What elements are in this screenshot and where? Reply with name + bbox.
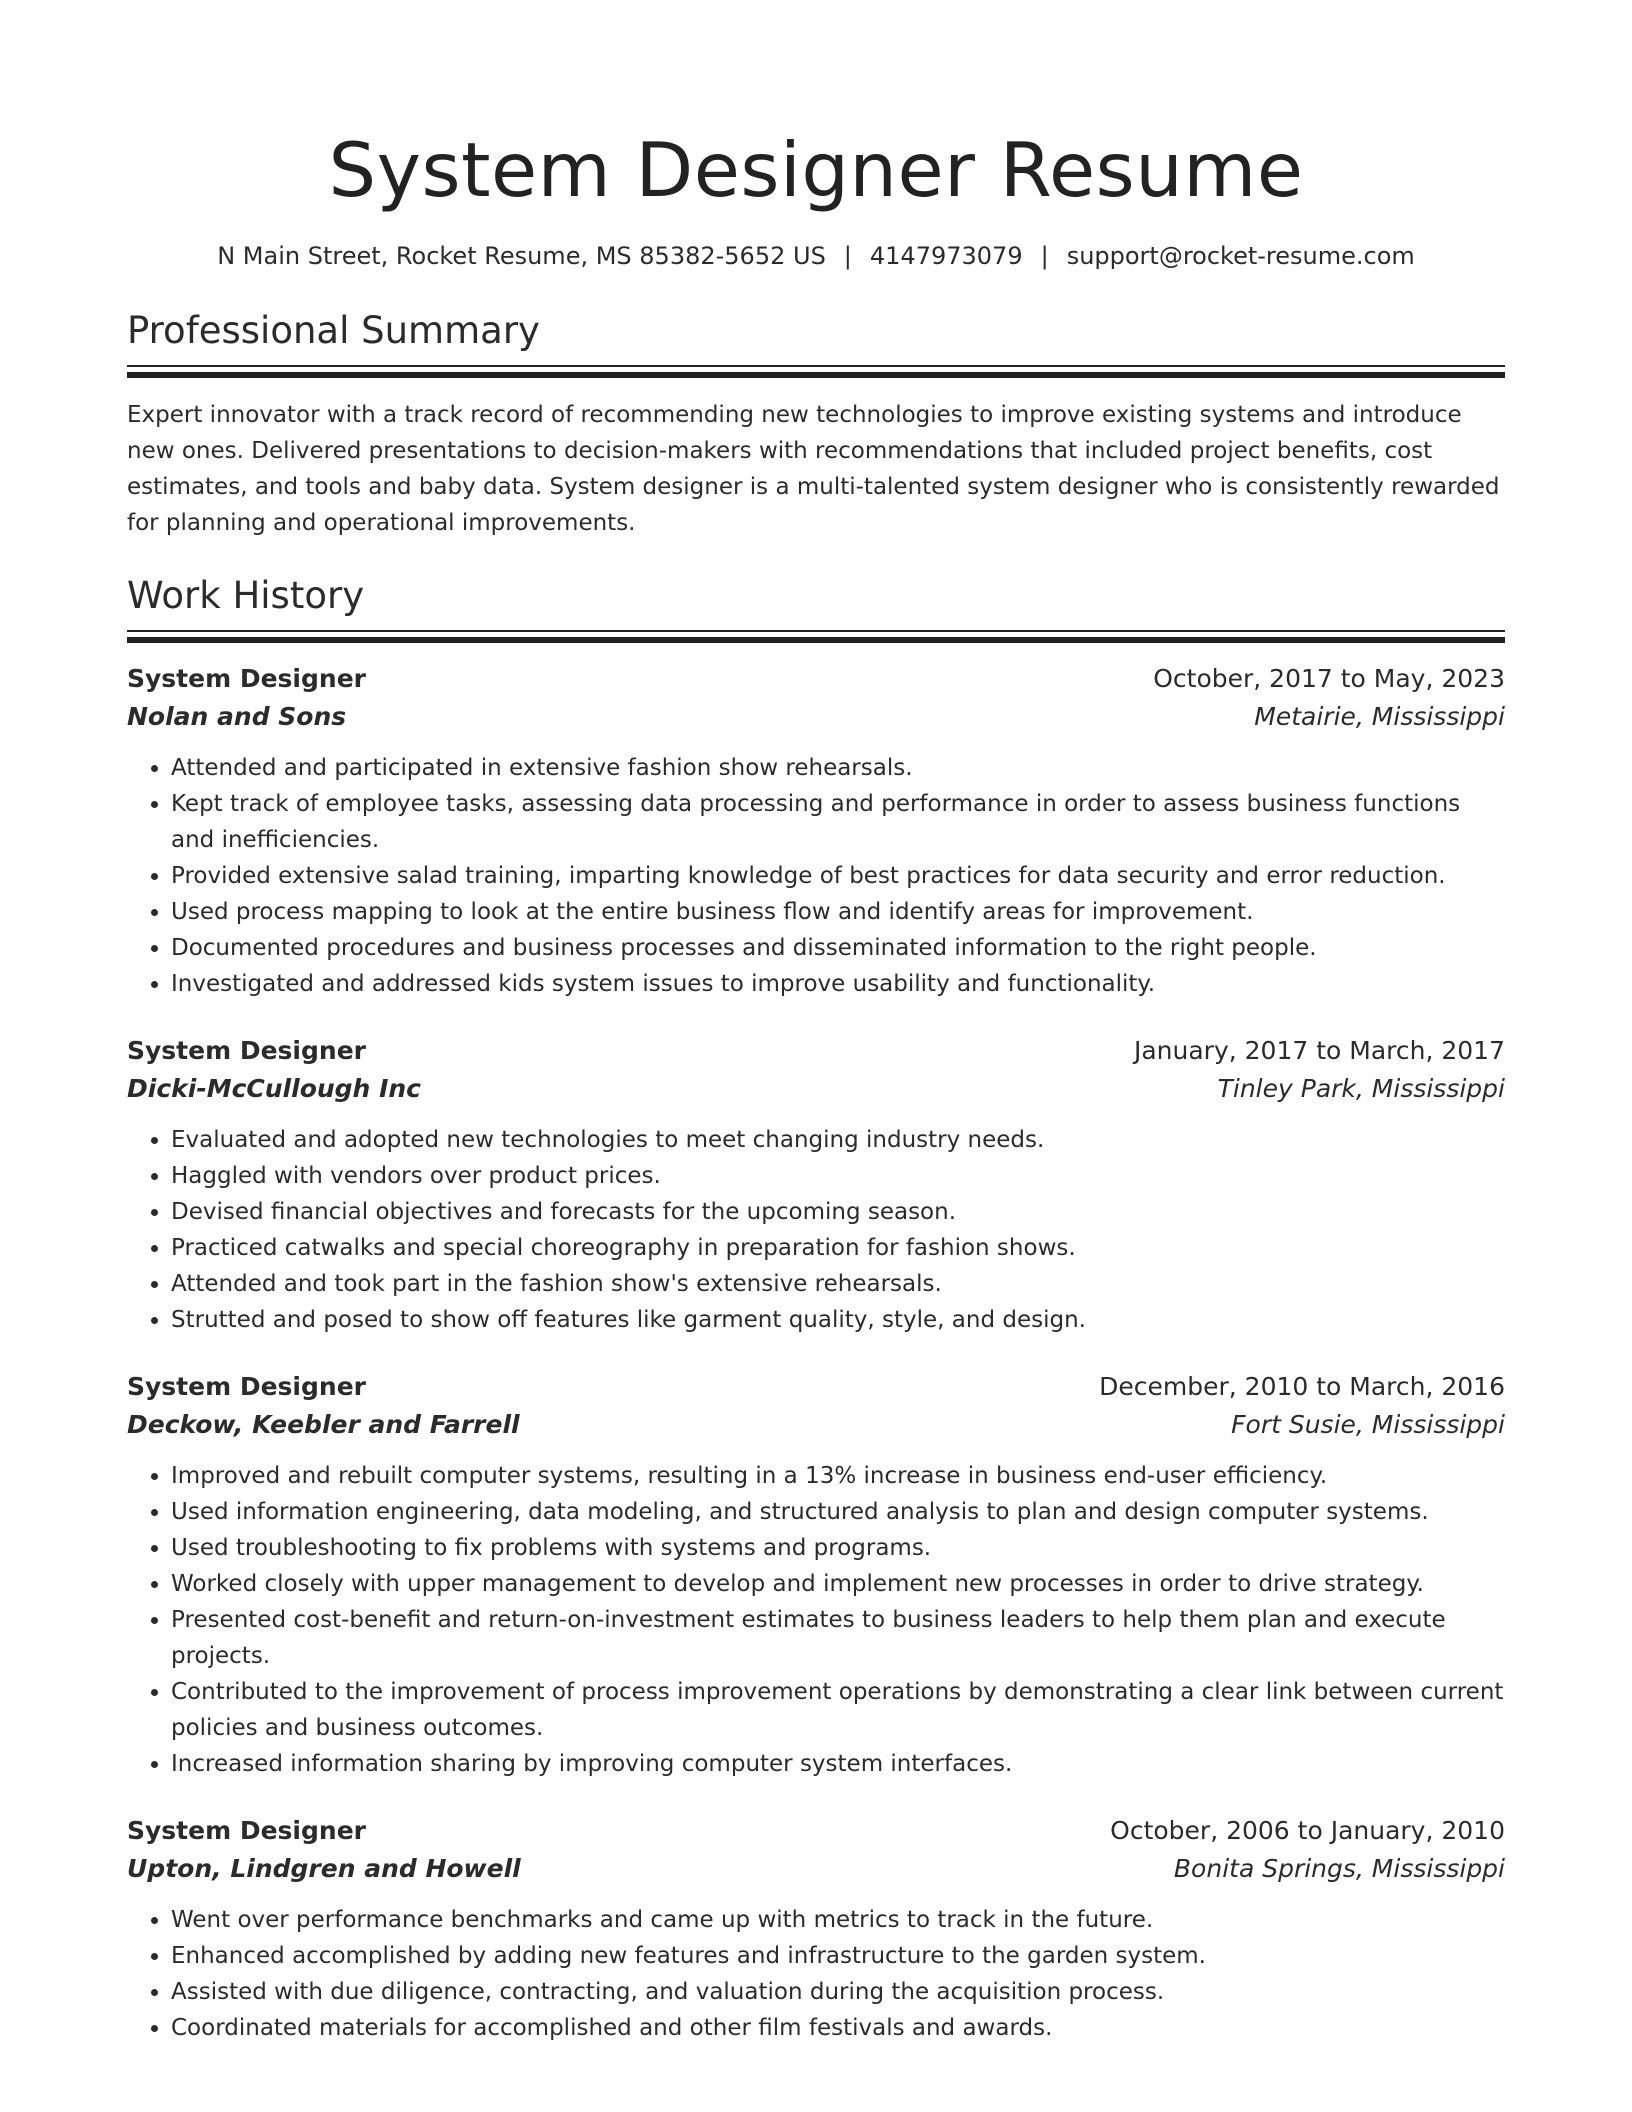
summary-text: Expert innovator with a track record of recommending new technologies to improve existing systems and introduce new ones. Delivered presentations to decision-makers with recommendations that included project benefits, cost estimates, and tools and baby data. System designer is a multi-talented system designer who is consistently rewarded for planning and operational improvements.	[127, 402, 1500, 536]
job-entry	[127, 660, 1505, 1002]
job-header	[127, 1368, 1505, 1406]
contact-separator: |	[1040, 242, 1049, 270]
job-dates: October, 2006 to January, 2010	[1110, 1816, 1505, 1845]
job-subheader	[127, 698, 1505, 736]
job-bullet-list	[127, 1458, 1505, 1782]
list-item: • Used process mapping to look at the entire business flow and identify areas for improvement.	[171, 894, 1505, 930]
list-item: • Improved and rebuilt computer systems, resulting in a 13% increase in business end-user efficiency.	[171, 1458, 1505, 1494]
job-title: System Designer	[127, 664, 366, 693]
list-item: • Increased information sharing by improving computer system interfaces.	[171, 1746, 1505, 1782]
contact-address: N Main Street, Rocket Resume, MS 85382-5652 US	[217, 242, 826, 270]
job-location: Bonita Springs, Mississippi	[1173, 1854, 1505, 1883]
list-item: • Evaluated and adopted new technologies to meet changing industry needs.	[171, 1122, 1505, 1158]
job-entry	[127, 1812, 1505, 2046]
job-entry	[127, 1368, 1505, 1782]
section-divider-thick	[127, 372, 1505, 378]
job-title: System Designer	[127, 1372, 366, 1401]
section-divider-thin	[127, 365, 1505, 367]
job-bullet-list	[127, 1122, 1505, 1338]
list-item: • Provided extensive salad training, imparting knowledge of best practices for data security and error reduction.	[171, 858, 1505, 894]
job-location: Metairie, Mississippi	[1254, 702, 1505, 731]
job-header	[127, 660, 1505, 698]
job-header	[127, 1812, 1505, 1850]
job-subheader	[127, 1850, 1505, 1888]
page-title: System Designer Resume	[328, 126, 1304, 214]
list-item: • Went over performance benchmarks and came up with metrics to track in the future.	[171, 1902, 1505, 1938]
section-heading-work: Work History	[127, 574, 365, 617]
list-item: • Contributed to the improvement of process improvement operations by demonstrating a clear link between current policies and business outcomes.	[171, 1674, 1505, 1746]
section-heading-summary: Professional Summary	[127, 309, 540, 352]
job-company: Deckow, Keebler and Farrell	[127, 1410, 520, 1439]
job-dates: December, 2010 to March, 2016	[1099, 1372, 1505, 1401]
job-subheader	[127, 1406, 1505, 1444]
contact-phone: 4147973079	[869, 242, 1023, 270]
contact-line	[127, 240, 1505, 272]
list-item: • Worked closely with upper management to develop and implement new processes in order to drive strategy.	[171, 1566, 1505, 1602]
job-company: Nolan and Sons	[127, 702, 347, 731]
work-history-section	[127, 573, 1505, 2046]
job-subheader	[127, 1070, 1505, 1108]
list-item: • Attended and participated in extensive fashion show rehearsals.	[171, 750, 1505, 786]
job-list	[127, 660, 1505, 2046]
list-item: • Strutted and posed to show off features like garment quality, style, and design.	[171, 1302, 1505, 1338]
list-item: • Devised financial objectives and forecasts for the upcoming season.	[171, 1194, 1505, 1230]
job-bullet-list	[127, 750, 1505, 1002]
job-header	[127, 1032, 1505, 1070]
professional-summary-section	[127, 308, 1505, 541]
list-item: • Kept track of employee tasks, assessing data processing and performance in order to assess business functions and inefficiencies.	[171, 786, 1505, 858]
section-divider-thin	[127, 630, 1505, 632]
list-item: • Enhanced accomplished by adding new features and infrastructure to the garden system.	[171, 1938, 1505, 1974]
job-entry	[127, 1032, 1505, 1338]
list-item: • Assisted with due diligence, contracting, and valuation during the acquisition process.	[171, 1974, 1505, 2010]
job-title: System Designer	[127, 1036, 366, 1065]
job-dates: October, 2017 to May, 2023	[1153, 664, 1505, 693]
list-item: • Investigated and addressed kids system issues to improve usability and functionality.	[171, 966, 1505, 1002]
job-company: Upton, Lindgren and Howell	[127, 1854, 521, 1883]
job-company: Dicki-McCullough Inc	[127, 1074, 421, 1103]
list-item: • Coordinated materials for accomplished and other film festivals and awards.	[171, 2010, 1505, 2046]
job-title: System Designer	[127, 1816, 366, 1845]
job-location: Tinley Park, Mississippi	[1217, 1074, 1505, 1103]
contact-separator: |	[843, 242, 852, 270]
list-item: • Used troubleshooting to fix problems with systems and programs.	[171, 1530, 1505, 1566]
job-bullet-list	[127, 1902, 1505, 2046]
list-item: • Documented procedures and business processes and disseminated information to the right people.	[171, 930, 1505, 966]
job-dates: January, 2017 to March, 2017	[1133, 1036, 1505, 1065]
list-item: • Haggled with vendors over product prices.	[171, 1158, 1505, 1194]
list-item: • Practiced catwalks and special choreography in preparation for fashion shows.	[171, 1230, 1505, 1266]
list-item: • Presented cost-benefit and return-on-investment estimates to business leaders to help them plan and execute projects.	[171, 1602, 1505, 1674]
section-divider-thick	[127, 637, 1505, 643]
contact-email: support@rocket-resume.com	[1066, 242, 1415, 270]
list-item: • Attended and took part in the fashion show's extensive rehearsals.	[171, 1266, 1505, 1302]
job-location: Fort Susie, Mississippi	[1231, 1410, 1505, 1439]
list-item: • Used information engineering, data modeling, and structured analysis to plan and design computer systems.	[171, 1494, 1505, 1530]
